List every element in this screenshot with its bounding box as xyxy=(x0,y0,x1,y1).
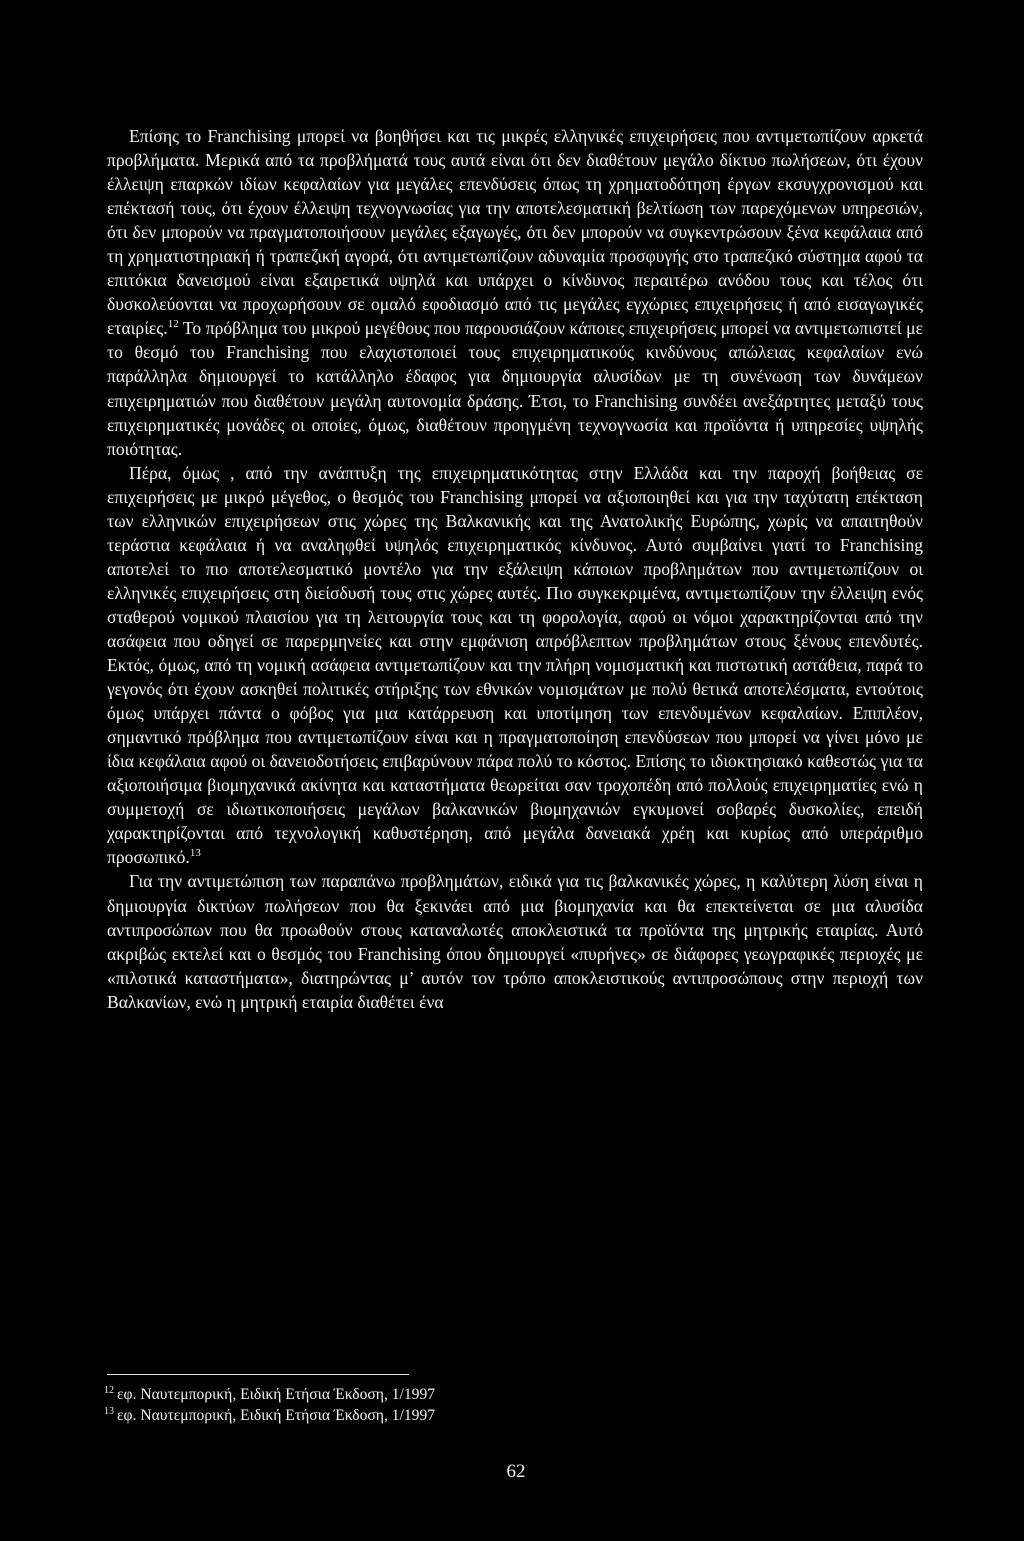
footnote-ref-12: 12 xyxy=(167,318,179,331)
footnote-text: εφ. Ναυτεμπορική, Ειδική Ετήσια Έκδοση, 1/1997 xyxy=(117,1407,436,1424)
footnotes xyxy=(104,1384,804,1426)
body-text xyxy=(107,124,923,1014)
footnote-separator xyxy=(107,1374,409,1375)
page-number: 62 xyxy=(506,1461,526,1482)
paragraph-1 xyxy=(107,124,923,461)
paragraph-3-text: Για την αντιμετώπιση των παραπάνω προβλημάτων, ειδικά για τις βαλκανικές χώρες, η καλύτερη λύση είναι η δημιουργία δικτύων πωλήσεων που θα ξεκινάει από μια βιομηχανία και θα επεκτείνεται σε μια αλυσίδα αντιπροσώπων που θα προωθούν στους καταναλωτές αποκλειστικά τα προϊόντα της μητρικής εταιρίας. Αυτό ακριβώς εκτελεί και ο θεσμός του Franchising όπου δημιουργεί «πυρήνες» σε διάφορες γεωγραφικές περιοχές με «πιλοτικά καταστήματα», διατηρώντας μ’ αυτόν τον τρόπο αποκλειστικούς αντιπροσώπους στην περιοχή των Βαλκανίων, ενώ η μητρική εταιρία διαθέτει ένα xyxy=(107,871,923,1012)
footnote-number: 12 xyxy=(104,1384,114,1396)
paragraph-1-text: Επίσης το Franchising μπορεί να βοηθήσει και τις μικρές ελληνικές επιχειρήσεις που αντιμετωπίζουν αρκετά προβλήματα. Μερικά από τα προβλήματά τους αυτά είναι ότι δεν διαθέτουν μεγάλο δίκτυο πωλήσεων, ότι έχουν έλλειψη επαρκών ιδίων κεφαλαίων για μεγάλες επενδύσεις όπως τη χρηματοδότηση έργων εκσυγχρονισμού και επέκτασή τους, ότι έχουν έλλειψη τεχνογνωσίας για την αποτελεσματική βελτίωση των παρεχόμενων υπηρεσιών, ότι δεν μπορούν να πραγματοποιήσουν μεγάλες εξαγωγές, ότι δεν μπορούν να συγκεντρώσουν ξένα κεφάλαια από τη χρηματιστηριακή ή τραπεζική αγορά, ότι αντιμετωπίζουν αδυναμία προσφυγής στο τραπεζικό σύστημα αφού τα επιτόκια δανεισμού είναι εξαιρετικά υψηλά και υπάρχει ο κίνδυνος περαιτέρω ανόδου τους και τέλος ότι δυσκολεύονται να προχωρήσουν σε ομαλό εφοδιασμό από τις μεγάλες εγχώριες επιχειρήσεις ή από εισαγωγικές εταιρίες. xyxy=(107,126,923,339)
paragraph-1-text-cont: Το πρόβλημα του μικρού μεγέθους που παρουσιάζουν κάποιες επιχειρήσεις μπορεί να αντιμετωπιστεί με το θεσμό του Franchising που ελαχιστοποιεί τους επιχειρηματικούς κινδύνους απώλειας κεφαλαίων ενώ παράλληλα δημιουργεί το κατάλληλο έδαφος για δημιουργία αλυσίδων με τη συνένωση των δυνάμεων επιχειρηματιών που διαθέτουν μεγάλη αυτονομία δράσης. Έτσι, το Franchising συνδέει ανεξάρτητες μεταξύ τους επιχειρηματικές μονάδες οι οποίες, όμως, διαθέτουν προηγμένη τεχνογνωσία και προϊόντα ή υπηρεσίες υψηλής ποιότητας. xyxy=(107,318,923,459)
paragraph-2-text: Πέρα, όμως , από την ανάπτυξη της επιχειρηματικότητας στην Ελλάδα και την παροχή βοήθειας σε επιχειρήσεις με μικρό μέγεθος, ο θεσμός του Franchising μπορεί να αξιοποιηθεί και για την ταχύτατη επέκταση των ελληνικών επιχειρήσεων στις χώρες της Βαλκανικής και της Ανατολικής Ευρώπης, χωρίς να απαιτηθούν τεράστια κεφάλαια ή να αναληφθεί υψηλός επιχειρηματικός κίνδυνος. Αυτό συμβαίνει γιατί το Franchising αποτελεί το πιο αποτελεσματικό μοντέλο για την εξάλειψη κάποιων προβλημάτων που αντιμετωπίζουν οι ελληνικές επιχειρήσεις στη διείσδυσή τους στις χώρες αυτές. Πιο συγκεκριμένα, αντιμετωπίζουν την έλλειψη ενός σταθερού νομικού πλαισίου για τη λειτουργία τους και τη φορολογία, αφού οι νόμοι χαρακτηρίζονται από την ασάφεια που οδηγεί σε παρερμηνείες και στην εμφάνιση απρόβλεπτων προβλημάτων στους ξένους επενδυτές. Εκτός, όμως, από τη νομική ασάφεια αντιμετωπίζουν και την πλήρη νομισματική και πιστωτική αστάθεια, παρά το γεγονός ότι έχουν ασκηθεί πολιτικές στήριξης των εθνικών νομισμάτων με πολύ θετικά αποτελέσματα, εντούτοις όμως υπάρχει πάντα ο φόβος για μια κατάρρευση και υποτίμηση των επενδυμένων κεφαλαίων. Επιπλέον, σημαντικό πρόβλημα που αντιμετωπίζουν είναι και η πραγματοποίηση επενδύσεων που μπορεί να γίνει μόνο με ίδια κεφάλαια αφού οι δανειοδοτήσεις επιβαρύνουν πάρα πολύ το κόστος. Επίσης το ιδιοκτησιακό καθεστώς για τα αξιοποιήσιμα βιομηχανικά ακίνητα και καταστήματα θεωρείται σαν τροχοπέδη από πολλούς επιχειρηματίες ενώ η συμμετοχή σε ιδιωτικοποιήσεις μεγάλων βαλκανικών βιομηχανιών εγκυμονεί σοβαρές δυσκολίες, επειδή χαρακτηρίζονται από τεχνολογική καθυστέρηση, από μεγάλα δανειακά χρέη και κυρίως από υπεράριθμο προσωπικό. xyxy=(107,462,923,868)
paragraph-2 xyxy=(107,461,923,870)
footnote-12 xyxy=(104,1384,804,1405)
footnote-13 xyxy=(104,1405,804,1426)
footnote-number: 13 xyxy=(104,1405,114,1417)
footnote-ref-13: 13 xyxy=(189,847,201,860)
footnote-text: εφ. Ναυτεμπορική, Ειδική Ετήσια Έκδοση, 1/1997 xyxy=(117,1386,436,1403)
paragraph-3 xyxy=(107,869,923,1013)
